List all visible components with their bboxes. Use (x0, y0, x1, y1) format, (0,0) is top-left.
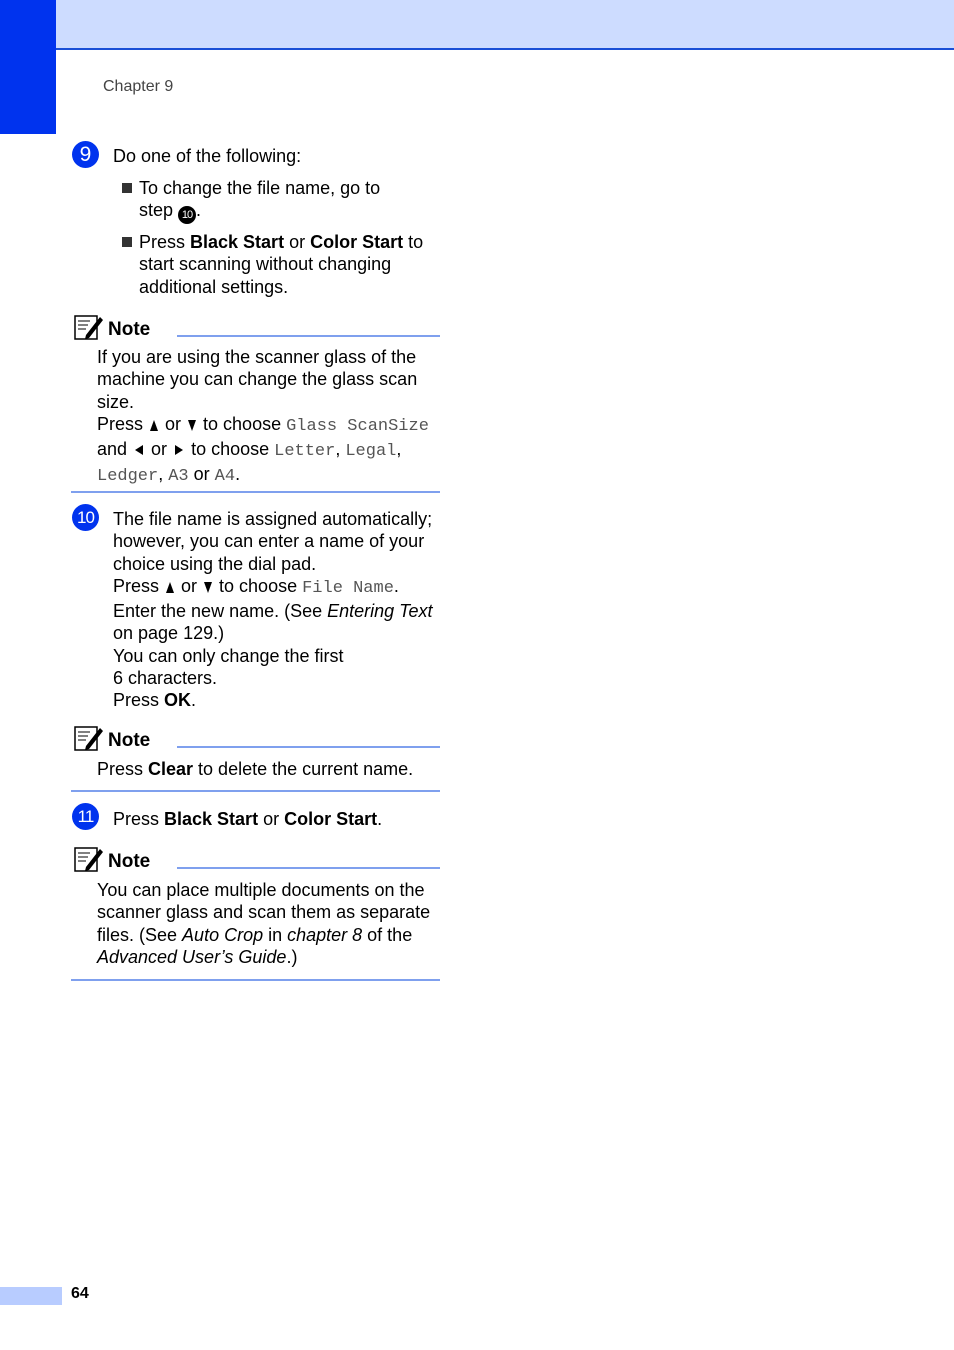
arrow-up-icon (150, 420, 158, 431)
note-end-rule (71, 790, 440, 792)
step-number-11: 11 (72, 803, 99, 830)
note-3-body: You can place multiple documents on the scanner glass and scan them as separate files. (See Auto Crop in chapter 8 of the Advanced User’s Guide.) (97, 880, 431, 967)
bullet-marker (122, 237, 132, 247)
step-9-option-1: To change the file name, go to step 10 . (139, 177, 380, 224)
note-rule (177, 746, 440, 748)
note-end-rule (71, 491, 440, 493)
step-10-body: The file name is assigned automatically; however, you can enter a name of your choice using the dial pad. Press or to choose File Name. Enter the new name. (See Entering Text on page 129.) You can only change the first 6 characters. Press OK. (113, 509, 433, 711)
step-number-10: 10 (72, 504, 99, 531)
step-9-intro: Do one of the following: (113, 146, 302, 166)
step-number-9: 9 (72, 141, 99, 168)
note-2-body: Press Clear to delete the current name. (97, 759, 414, 779)
chapter-label: Chapter 9 (103, 78, 174, 95)
note-label: Note (108, 319, 151, 340)
note-pencil-icon (74, 313, 104, 341)
step-9-option-2: Press Black Start or Color Start to start scanning without changing additional settings. (139, 232, 424, 297)
arrow-right-icon (175, 445, 183, 455)
note-pencil-icon (74, 845, 104, 873)
step-11-body: Press Black Start or Color Start. (113, 809, 383, 829)
header-band (56, 0, 954, 50)
note-rule (177, 867, 440, 869)
note-1-body: If you are using the scanner glass of the machine you can change the glass scan size. Press or to choose Glass ScanSize and or to choose Letter, Legal, Ledger, A3 or A4. (97, 347, 429, 487)
step-ref-10-icon: 10 (178, 206, 196, 224)
note-pencil-icon (74, 724, 104, 752)
note-end-rule (71, 979, 440, 981)
note-rule (177, 335, 440, 337)
note-label: Note (108, 851, 151, 872)
footer-bar (0, 1287, 62, 1305)
chapter-tab (0, 0, 56, 134)
arrow-up-icon (166, 582, 174, 593)
page-number: 64 (71, 1285, 89, 1302)
arrow-down-icon (204, 582, 212, 593)
arrow-down-icon (188, 420, 196, 431)
arrow-left-icon (135, 445, 143, 455)
bullet-marker (122, 183, 132, 193)
note-label: Note (108, 730, 151, 751)
